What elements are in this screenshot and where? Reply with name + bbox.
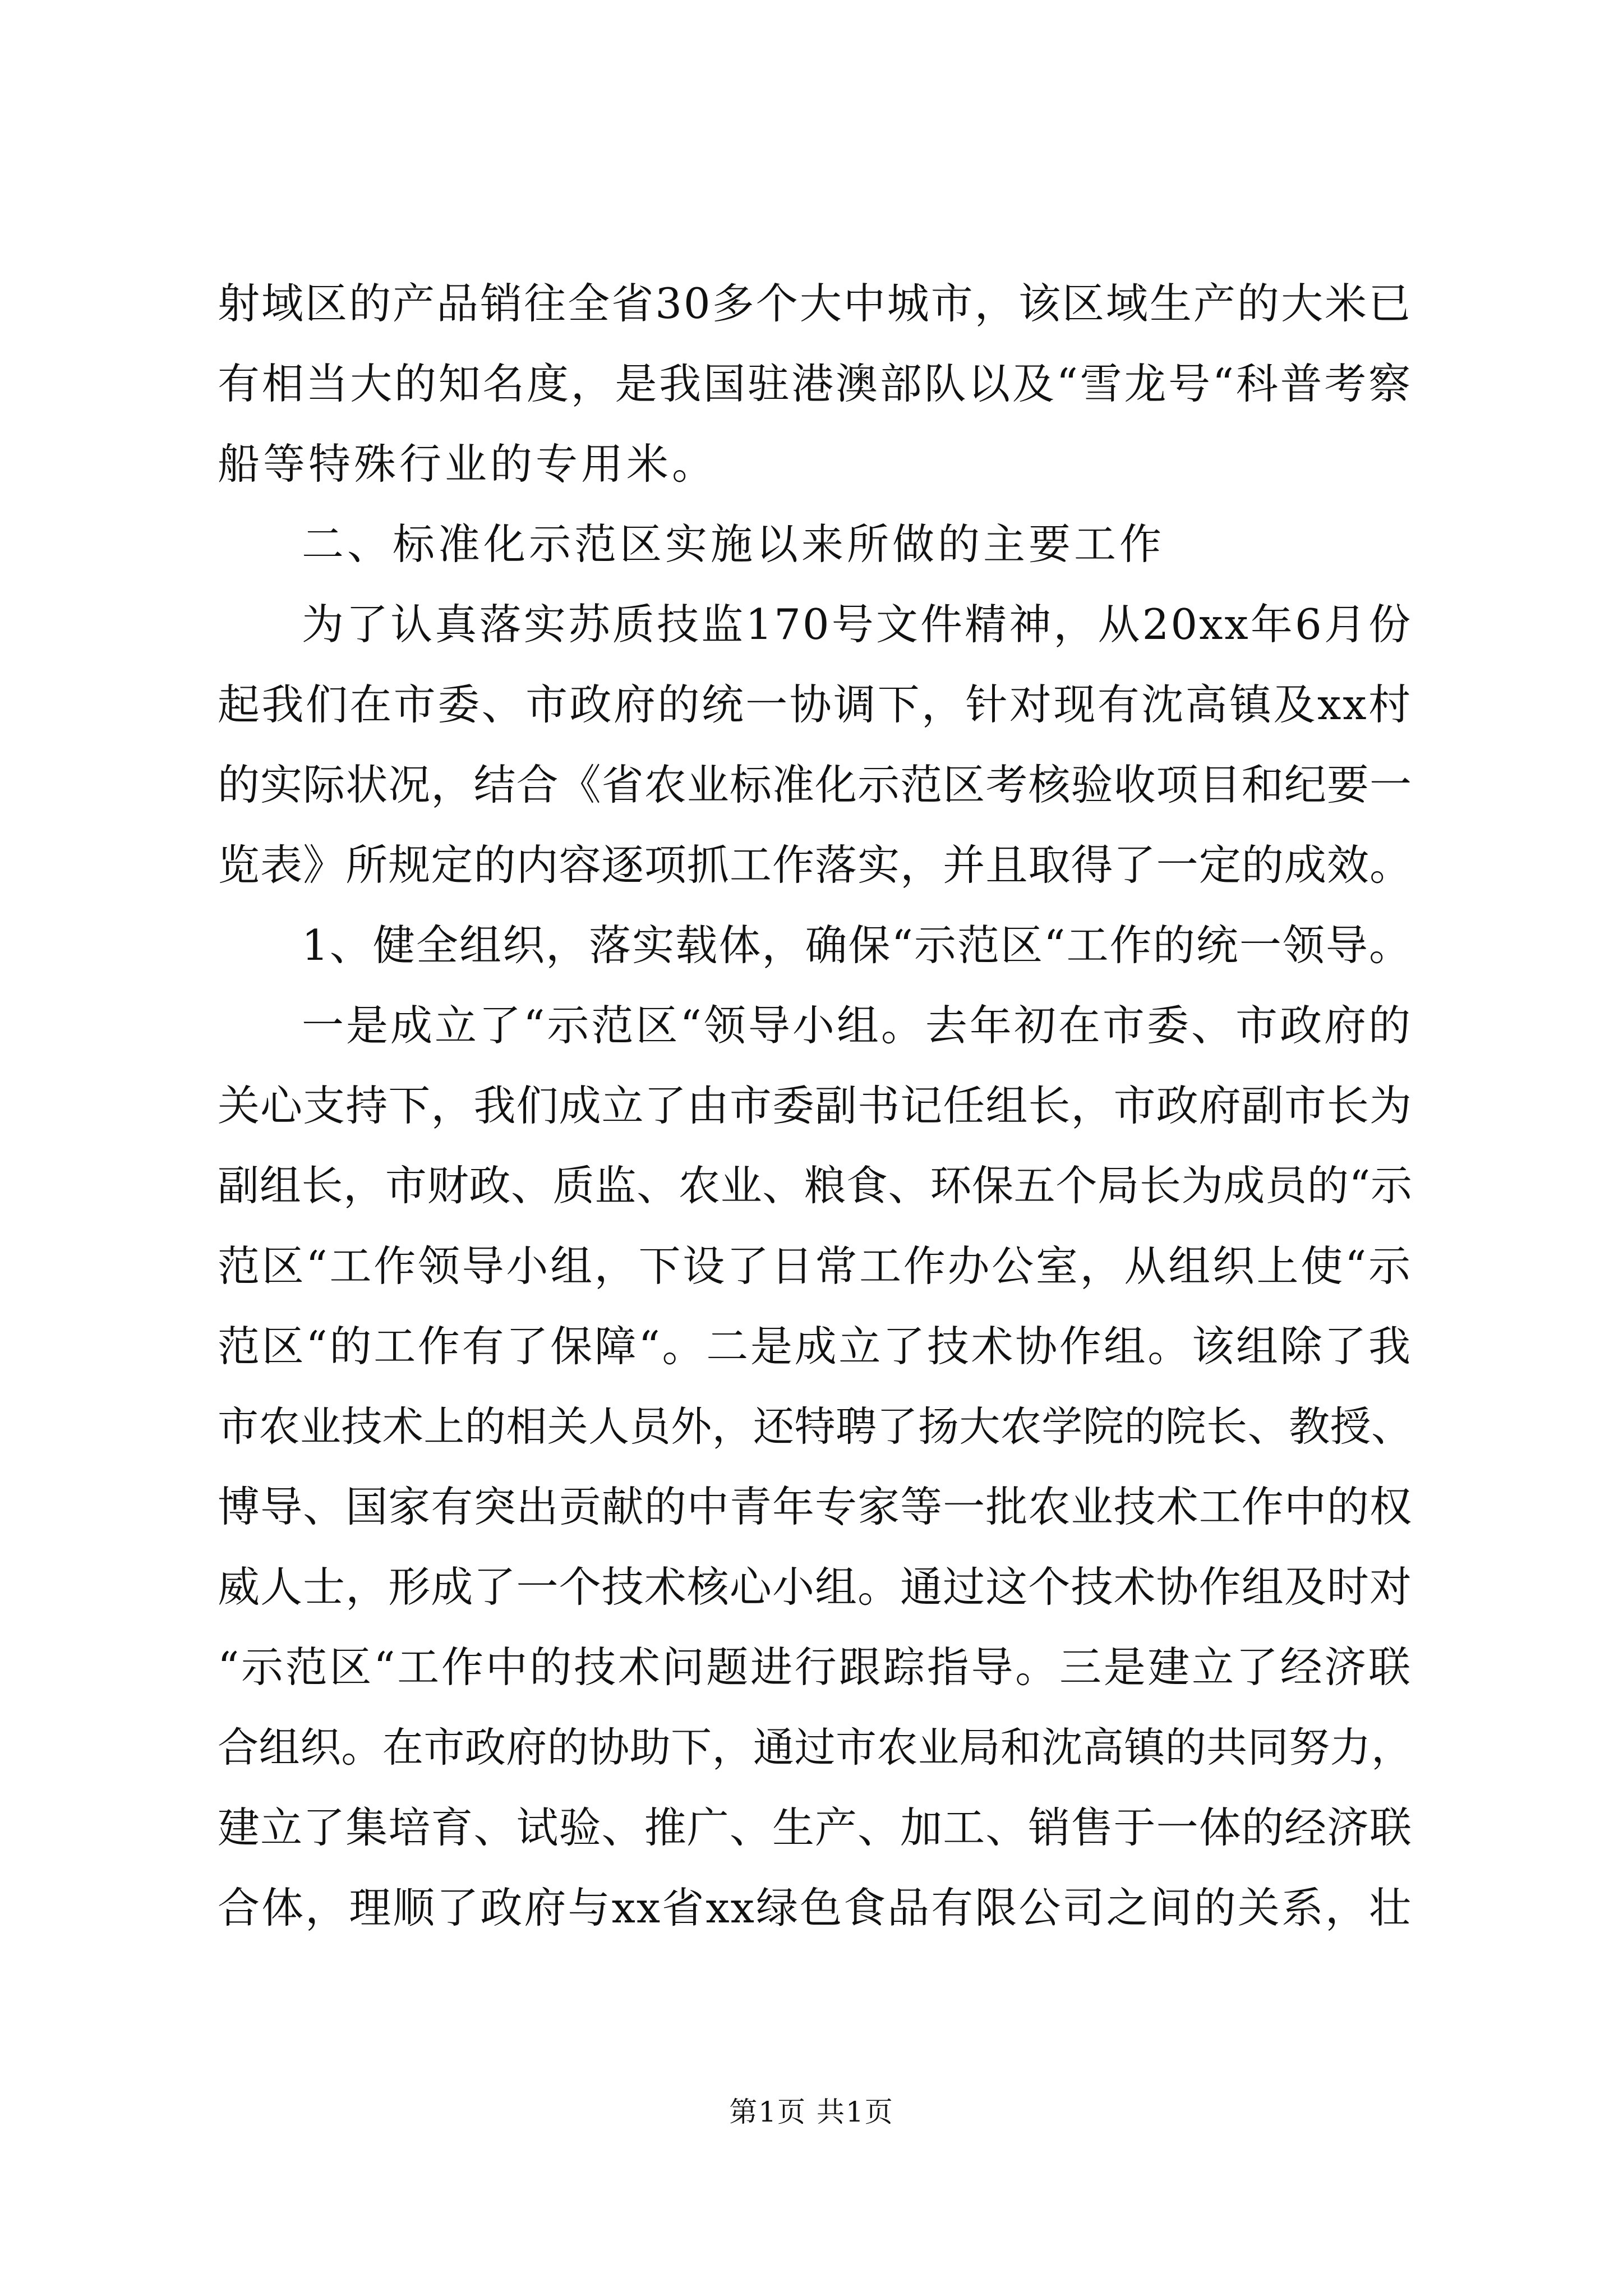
text-line: 关心支持下，我们成立了由市委副书记任组长，市政府副市长为 [218, 1081, 1412, 1130]
text-line: 船等特殊行业的专用米。 [218, 439, 718, 489]
text-line: 范区“的工作有了保障“。二是成立了技术协作组。该组除了我 [218, 1322, 1412, 1371]
text-line: 博导、国家有突出贡献的中青年专家等一批农业技术工作中的权 [218, 1482, 1412, 1531]
text-line: 一是成立了“示范区“领导小组。去年初在市委、市政府的 [302, 1001, 1412, 1050]
text-line: 射域区的产品销往全省30多个大中城市，该区域生产的大米已 [218, 279, 1412, 328]
text-line: 起我们在市委、市政府的统一协调下，针对现有沈高镇及xx村 [218, 680, 1412, 729]
text-line: 范区“工作领导小组，下设了日常工作办公室，从组织上使“示 [218, 1241, 1412, 1291]
text-line: 市农业技术上的相关人员外，还特聘了扬大农学院的院长、教授、 [218, 1403, 1412, 1451]
text-line: 合体，理顺了政府与xx省xx绿色食品有限公司之间的关系，壮 [218, 1883, 1412, 1932]
text-line: 览表》所规定的内容逐项抓工作落实，并且取得了一定的成效。 [218, 840, 1412, 890]
text-line: 合组织。在市政府的协助下，通过市农业局和沈高镇的共同努力， [218, 1724, 1412, 1772]
subsection-heading: 1、健全组织，落实载体，确保“示范区“工作的统一领导。 [302, 921, 1412, 970]
document-body [218, 264, 1412, 1948]
section-heading: 二、标准化示范区实施以来所做的主要工作 [302, 519, 1165, 569]
page-number-footer: 第1页 共1页 [729, 2096, 894, 2128]
text-line: 建立了集培育、试验、推广、生产、加工、销售于一体的经济联 [218, 1803, 1412, 1852]
text-line: 威人士，形成了一个技术核心小组。通过这个技术协作组及时对 [218, 1562, 1412, 1612]
text-line: 为了认真落实苏质技监170号文件精神，从20xx年6月份 [302, 600, 1412, 649]
text-line: 的实际状况，结合《省农业标准化示范区考核验收项目和纪要一 [218, 760, 1412, 809]
text-line: 副组长，市财政、质监、农业、粮食、环保五个局长为成员的“示 [218, 1162, 1412, 1210]
text-line: “示范区“工作中的技术问题进行跟踪指导。三是建立了经济联 [218, 1642, 1412, 1692]
text-line: 有相当大的知名度，是我国驻港澳部队以及“雪龙号“科普考察 [218, 359, 1412, 408]
